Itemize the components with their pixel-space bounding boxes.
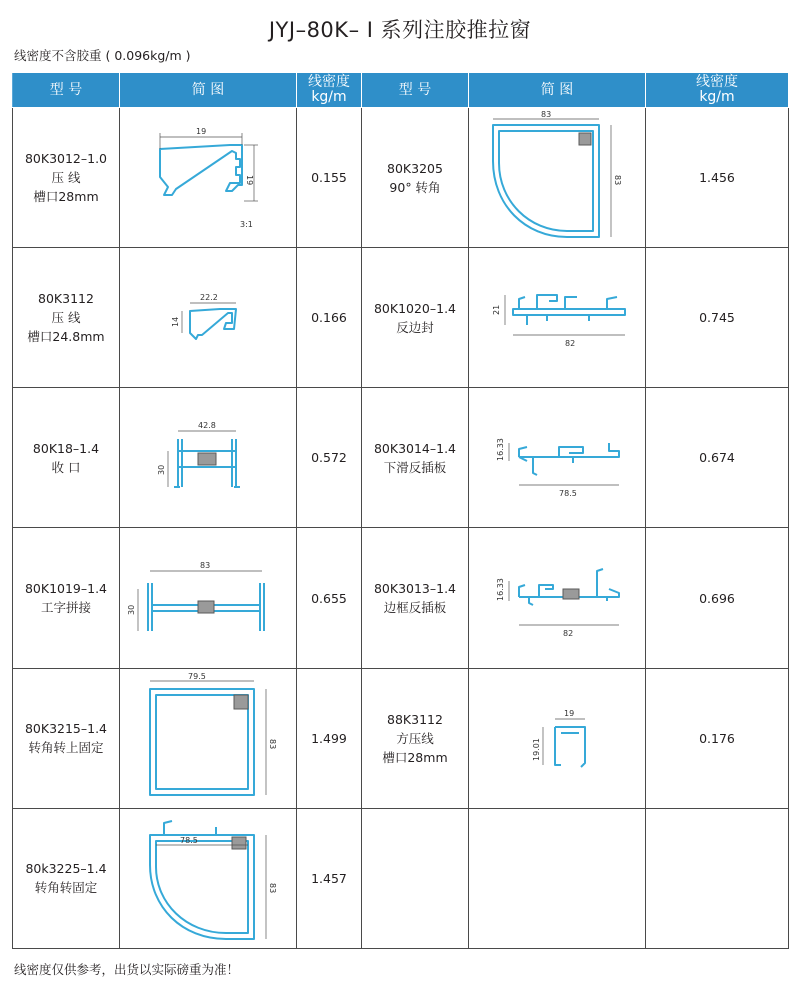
svg-text:42.8: 42.8	[198, 420, 216, 430]
svg-text:30: 30	[157, 464, 166, 475]
density-note: 线密度不含胶重 ( 0.096kg/m )	[14, 48, 191, 63]
header-density: 线密度 kg/m	[297, 73, 362, 108]
model-cell: 80K3215–1.4 转角转上固定	[13, 668, 120, 808]
sliding-insert-profile-icon	[469, 389, 645, 527]
profile-diagram	[120, 808, 297, 948]
pressure-line-profile-icon	[120, 249, 296, 387]
profile-diagram	[469, 388, 646, 528]
model-cell: 80K1020–1.4 反边封	[362, 248, 469, 388]
table-row	[13, 808, 789, 948]
density-value: 0.745	[646, 248, 789, 388]
svg-text:19: 19	[564, 709, 575, 719]
header-density: 线密度 kg/m	[646, 73, 789, 108]
svg-text:78.5: 78.5	[559, 488, 577, 498]
profile-diagram	[469, 108, 646, 248]
profile-diagram	[120, 108, 297, 248]
model-cell: 80K1019–1.4 工字拼接	[13, 528, 120, 668]
svg-text:16.33: 16.33	[496, 437, 505, 461]
table-row	[13, 108, 789, 248]
corner-fixed-round-profile-icon	[120, 809, 296, 947]
profile-catalog-table	[12, 72, 789, 949]
profile-diagram	[120, 388, 297, 528]
header-model: 型 号	[362, 73, 469, 108]
model-cell: 80K3014–1.4 下滑反插板	[362, 388, 469, 528]
frame-insert-profile-icon	[469, 529, 645, 667]
table-header-row	[13, 73, 789, 108]
pressure-line-profile-icon	[120, 109, 296, 247]
empty-cell	[646, 808, 789, 948]
svg-text:79.5: 79.5	[188, 672, 206, 682]
svg-text:16.33: 16.33	[496, 578, 505, 602]
svg-text:3:1: 3:1	[240, 219, 253, 229]
i-joint-profile-icon	[120, 529, 296, 667]
model-cell: 80K3013–1.4 边框反插板	[362, 528, 469, 668]
header-diagram: 简 图	[120, 73, 297, 108]
table-row	[13, 248, 789, 388]
reverse-edge-seal-profile-icon	[469, 249, 645, 387]
profile-diagram	[120, 528, 297, 668]
svg-text:19: 19	[245, 174, 254, 185]
footnote: 线密度仅供参考，出货以实际磅重为准！	[14, 962, 240, 977]
model-cell: 80K3205 90° 转角	[362, 108, 469, 248]
svg-text:83: 83	[268, 883, 277, 894]
profile-diagram	[469, 668, 646, 808]
svg-text:78.5: 78.5	[180, 836, 198, 846]
model-cell: 88K3112 方压线 槽口28mm	[362, 668, 469, 808]
density-value: 1.457	[297, 808, 362, 948]
model-cell: 80K3112 压 线 槽口24.8mm	[13, 248, 120, 388]
header-model: 型 号	[13, 73, 120, 108]
empty-cell	[362, 808, 469, 948]
header-diagram: 简 图	[469, 73, 646, 108]
svg-text:83: 83	[200, 561, 211, 571]
density-value: 0.166	[297, 248, 362, 388]
corner-fixed-profile-icon	[120, 669, 296, 807]
table-row	[13, 668, 789, 808]
svg-text:30: 30	[127, 604, 136, 616]
profile-diagram	[120, 248, 297, 388]
profile-diagram	[469, 248, 646, 388]
density-value: 0.696	[646, 528, 789, 668]
profile-diagram	[469, 528, 646, 668]
density-value: 0.572	[297, 388, 362, 528]
svg-text:22.2: 22.2	[200, 292, 218, 302]
model-cell: 80k3225–1.4 转角转固定	[13, 808, 120, 948]
closing-profile-icon	[120, 389, 296, 527]
table-row	[13, 388, 789, 528]
svg-text:83: 83	[541, 109, 552, 119]
density-value: 0.176	[646, 668, 789, 808]
model-cell: 80K3012–1.0 压 线 槽口28mm	[13, 108, 120, 248]
density-value: 0.155	[297, 108, 362, 248]
corner-profile-icon	[469, 109, 645, 247]
density-value: 0.674	[646, 388, 789, 528]
table-row	[13, 528, 789, 668]
model-cell: 80K18–1.4 收 口	[13, 388, 120, 528]
svg-text:19: 19	[196, 126, 207, 136]
svg-text:83: 83	[268, 739, 277, 750]
empty-cell	[469, 808, 646, 948]
svg-text:19.01: 19.01	[532, 738, 541, 762]
svg-text:83: 83	[613, 174, 622, 185]
svg-text:21: 21	[492, 304, 501, 315]
svg-text:14: 14	[171, 316, 180, 327]
square-pressure-line-profile-icon	[469, 669, 645, 807]
svg-text:82: 82	[565, 338, 576, 348]
density-value: 1.456	[646, 108, 789, 248]
density-value: 1.499	[297, 668, 362, 808]
svg-text:82: 82	[563, 629, 574, 639]
density-value: 0.655	[297, 528, 362, 668]
page-title: JYJ–80K– Ⅰ 系列注胶推拉窗	[268, 18, 532, 42]
profile-diagram	[120, 668, 297, 808]
